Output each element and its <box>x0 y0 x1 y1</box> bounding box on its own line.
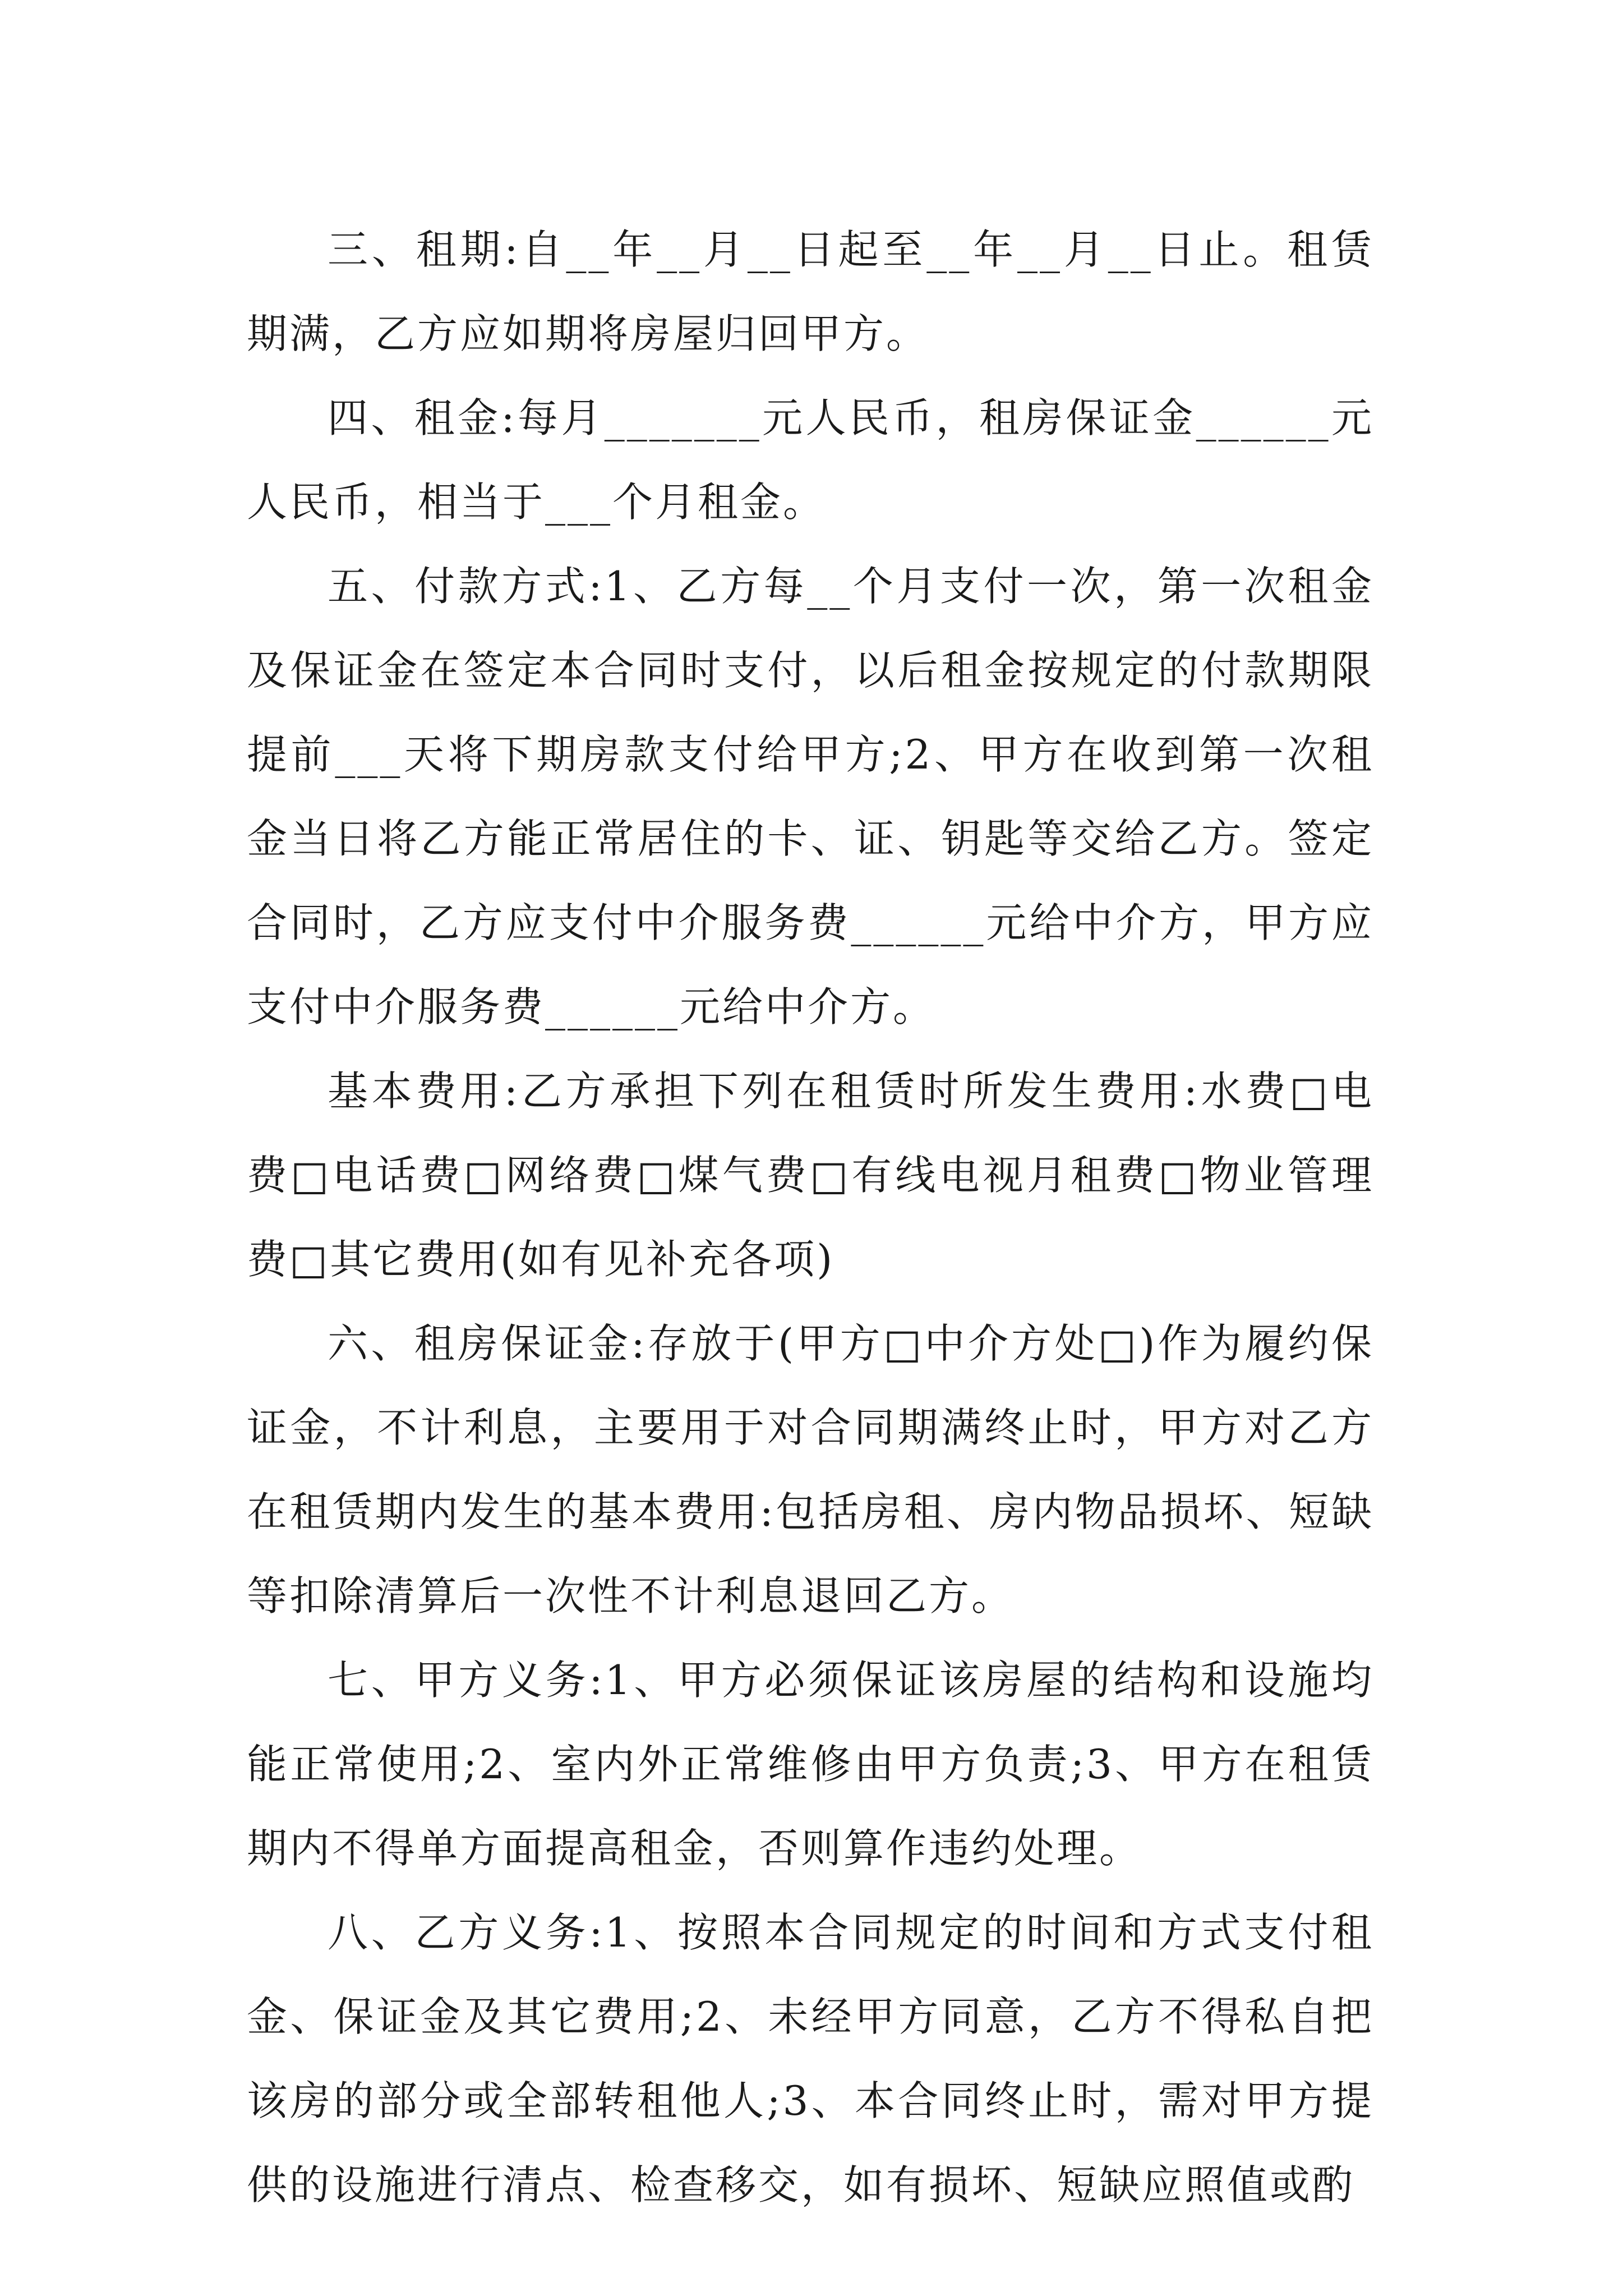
clause-payment-method: 五、付款方式:1、乙方每__个月支付一次，第一次租金及保证金在签定本合同时支付，以后租金按规定的付款期限提前___天将下期房款支付给甲方;2、甲方在收到第一次租金当日将乙方能正常居住的卡、证、钥匙等交给乙方。签定合同时，乙方应支付中介服务费______元给中介方，甲方应支付中介服务费______元给中介方。 <box>247 563 1374 1030</box>
clause-tenant-obligations: 八、乙方义务:1、按照本合同规定的时间和方式支付租金、保证金及其它费用;2、未经甲方同意，乙方不得私自把该房的部分或全部转租他人;3、本合同终止时，需对甲方提供的设施进行清点、检查移交，如有损坏、短缺应照值或酌 <box>247 1909 1374 2208</box>
clause-lease-term: 三、租期:自__年__月__日起至__年__月__日止。租赁期满，乙方应如期将房屋归回甲方。 <box>247 226 1374 357</box>
clause-deposit: 六、租房保证金:存放于(甲方□中介方处□)作为履约保证金，不计利息，主要用于对合同期满终止时，甲方对乙方在租赁期内发生的基本费用:包括房租、房内物品损坏、短缺等扣除清算后一次性不计利息退回乙方。 <box>247 1320 1374 1619</box>
clause-landlord-obligations: 七、甲方义务:1、甲方必须保证该房屋的结构和设施均能正常使用;2、室内外正常维修由甲方负责;3、甲方在租赁期内不得单方面提高租金，否则算作违约处理。 <box>247 1657 1374 1872</box>
clause-basic-fees: 基本费用:乙方承担下列在租赁时所发生费用:水费□电费□电话费□网络费□煤气费□有线电视月租费□物业管理费□其它费用(如有见补充各项) <box>247 1068 1374 1283</box>
contract-body <box>247 208 1374 2227</box>
clause-rent: 四、租金:每月_______元人民币，租房保证金______元人民币，相当于___个月租金。 <box>247 394 1374 526</box>
